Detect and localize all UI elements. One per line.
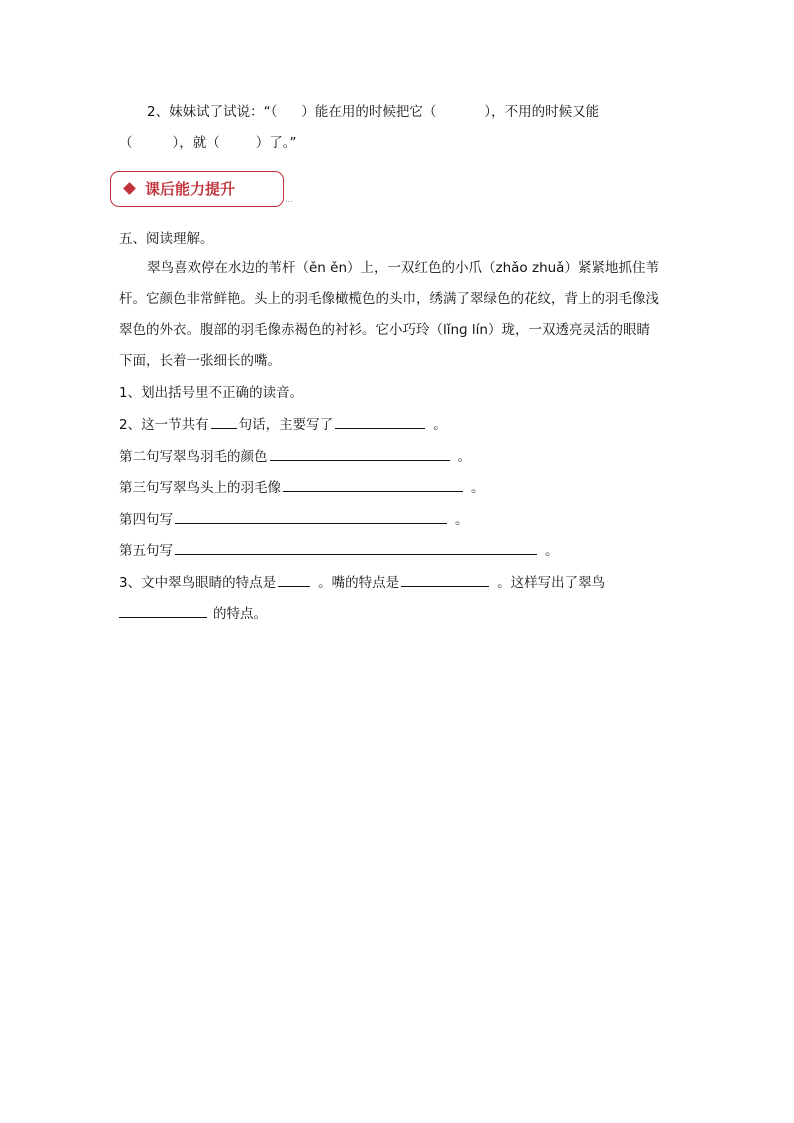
passage-line-3: 翠色的外衣。腹部的羽毛像赤褐色的衬衫。它小巧玲（lǐnɡ lín）珑，一双透亮灵活的眼睛	[119, 322, 650, 338]
sentence-4-blank[interactable]	[175, 509, 447, 524]
sentence-5-end: 。	[545, 543, 559, 559]
question-3-line-1	[119, 572, 605, 593]
q2-text-b: ）能在用的时候把它（	[301, 104, 437, 120]
question-2-blank-2[interactable]	[335, 414, 425, 429]
sentence-4-text: 第四句写	[119, 512, 173, 528]
part5-heading: 五、阅读理解。	[119, 231, 214, 247]
q2-text-c: ），不用的时候又能	[484, 104, 600, 120]
passage-line-2: 杆。它颜色非常鲜艳。头上的羽毛像橄榄色的头巾，绣满了翠绿色的花纹，背上的羽毛像浅	[119, 291, 659, 307]
sentence-5-text: 第五句写	[119, 543, 173, 559]
sentence-2-end: 。	[457, 449, 471, 465]
question-3-blank-3[interactable]	[119, 603, 207, 618]
section-dots: ...	[285, 195, 293, 204]
question-2-text-b: 句话，主要写了	[238, 417, 334, 433]
sentence-3-end: 。	[471, 480, 485, 496]
sentence-3	[119, 477, 485, 498]
q2-text-d: （	[119, 135, 133, 151]
sentence-2	[119, 446, 471, 467]
question-3-text-d: 的特点。	[213, 606, 267, 622]
sentence-3-blank[interactable]	[283, 477, 463, 492]
question-1: 1、划出括号里不正确的读音。	[119, 385, 304, 401]
question-2-blank-1[interactable]	[211, 414, 237, 429]
q2-text-a: 2、妹妹试了试说：“（	[147, 104, 278, 120]
passage-line-1: 翠鸟喜欢停在水边的苇杆（ěn ěn）上，一双红色的小爪（zhǎo zhuǎ）紧紧地抓住苇	[147, 260, 659, 276]
sentence-2-blank[interactable]	[270, 446, 450, 461]
question-3-text-a: 3、文中翠鸟眼睛的特点是	[119, 575, 277, 591]
sentence-2-text: 第二句写翠鸟羽毛的颜色	[119, 449, 268, 465]
question-2-text-a: 2、这一节共有	[119, 417, 209, 433]
question-3-blank-2[interactable]	[401, 572, 489, 587]
q2-line-2	[119, 133, 297, 153]
sentence-5-blank[interactable]	[175, 540, 537, 555]
question-3-text-c: 。这样写出了翠鸟	[497, 575, 606, 591]
sentence-4-end: 。	[455, 512, 469, 528]
section-title: 课后能力提升	[145, 180, 236, 198]
q2-text-e: ），就（	[172, 135, 220, 151]
q2-text-f: ）了。”	[255, 135, 297, 151]
sentence-5	[119, 540, 559, 561]
section-badge	[110, 171, 284, 207]
sentence-3-text: 第三句写翠鸟头上的羽毛像	[119, 480, 281, 496]
q2-line-1	[147, 102, 599, 122]
diamond-icon	[123, 182, 136, 195]
question-3-line-2	[119, 603, 267, 624]
passage-line-4: 下面，长着一张细长的嘴。	[119, 353, 281, 369]
question-3-text-b: 。嘴的特点是	[318, 575, 400, 591]
question-2	[119, 414, 447, 435]
sentence-4	[119, 509, 469, 530]
question-2-end: 。	[433, 417, 447, 433]
question-3-blank-1[interactable]	[278, 572, 310, 587]
